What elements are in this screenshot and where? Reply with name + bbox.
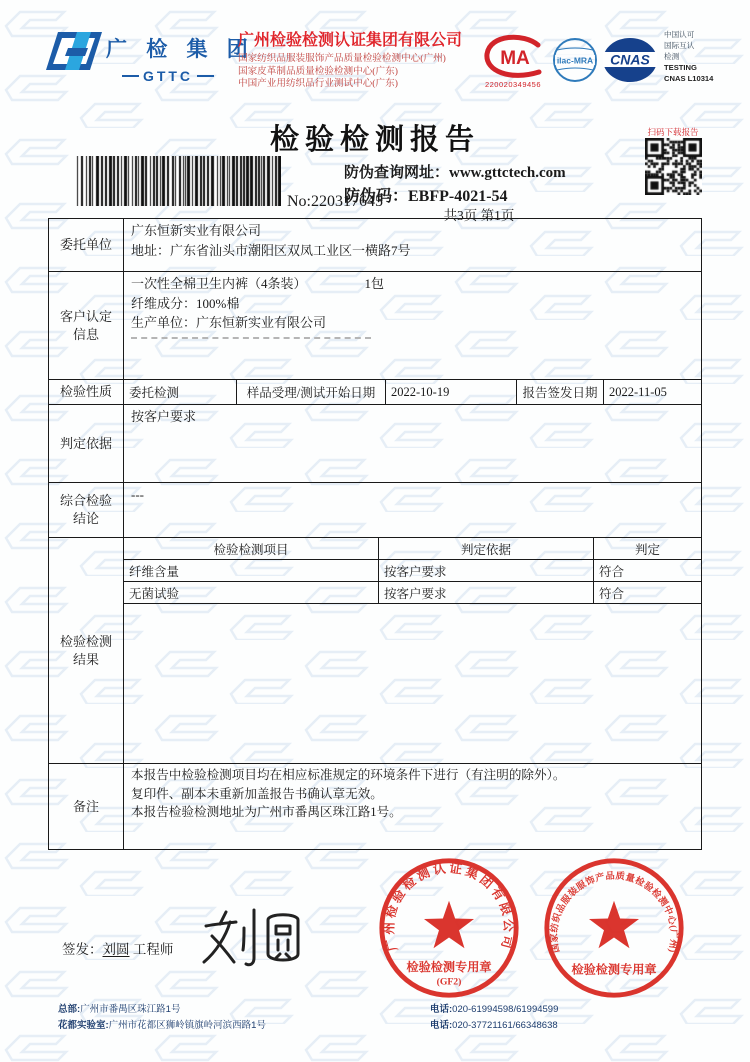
accreditation-line: CNAS L10314 [664, 74, 714, 83]
results-header-row [124, 538, 701, 560]
results-row [49, 537, 701, 763]
accreditation-text [664, 29, 713, 84]
company-subline: 国家纺织品服装服饰产品质量检验检测中心(广州) [238, 53, 446, 64]
basis-label: 判定依据 [49, 405, 124, 482]
logo-dash-left [122, 75, 139, 77]
sample-row [49, 271, 701, 379]
conclusion-row [49, 482, 701, 537]
logo-dash-right [197, 75, 214, 77]
results-subtable [124, 538, 701, 763]
remarks-line: 本报告中检验检测项目均在相应标准规定的环境条件下进行（有注明的除外）。 [131, 768, 566, 782]
sample-divider-line [131, 337, 371, 339]
nature-value: 委托检测 [124, 380, 237, 404]
footer [58, 1002, 702, 1033]
svg-text:MA: MA [500, 48, 530, 69]
qr-code [645, 138, 702, 195]
signature-label: 签发： [62, 942, 103, 957]
cma-mark-icon [482, 33, 544, 79]
signature-line [62, 938, 173, 958]
seal-ring-text: 国家纺织品服装服饰产品质量检验检测中心(广州) [548, 870, 680, 955]
results-empty-area [124, 604, 701, 763]
seal-bottom-text: 检验检测专用章 [571, 962, 657, 977]
accreditation-line: TESTING [664, 63, 697, 72]
footer-line-hq [58, 1002, 702, 1018]
logo-cn-text: 广 检 集 团 [106, 37, 255, 61]
nature-cells [124, 380, 701, 404]
seal-ring-text: 广州检验检测认证集团有限公司 [382, 861, 516, 953]
client-name: 广东恒新实业有限公司 [131, 223, 262, 238]
client-content [124, 219, 701, 271]
qr-caption: 扫码下载报告 [647, 127, 699, 137]
remarks-line: 本报告检验检测地址为广州市番禺区珠江路1号。 [131, 805, 402, 820]
result-item: 纤维含量 [124, 560, 379, 581]
basis-value: 按客户要求 [131, 409, 197, 424]
remarks-row [49, 763, 701, 849]
accreditation-line: 检测 [664, 52, 680, 61]
signer-name: 刘圆 [102, 942, 130, 957]
company-name: 广州检验检测认证集团有限公司 [238, 32, 463, 49]
sample-content [124, 272, 701, 379]
result-verdict: 符合 [599, 564, 625, 579]
svg-text:CNAS: CNAS [610, 51, 650, 68]
results-data-row [124, 560, 701, 582]
lab-label: 花都实验室: [58, 1019, 109, 1031]
hq-phone: 电话:020-61994598/61994599 [430, 1004, 559, 1015]
logo-text-block [106, 33, 255, 84]
lab-address: 广州市花都区狮岭镇旗岭河滨西路1号 [108, 1019, 266, 1031]
sample-label: 客户认定信息 [49, 272, 124, 379]
results-label: 检验检测结果 [49, 538, 124, 763]
company-block [238, 27, 462, 91]
client-row [49, 219, 701, 271]
seal-bottom-text: 检验检测专用章 [406, 959, 492, 974]
lab-phone: 电话:020-37721161/66348638 [430, 1019, 558, 1031]
company-seal [376, 855, 522, 1001]
date1-label: 样品受理/测试开始日期 [237, 380, 386, 404]
result-verdict: 符合 [599, 586, 625, 601]
footer-line-lab [58, 1018, 702, 1034]
cnas-mark-icon [602, 36, 658, 84]
handwritten-signature [200, 905, 310, 977]
svg-text:ilac-MRA: ilac-MRA [556, 55, 594, 66]
antifake-url: 防伪查询网址：www.gttctech.com [344, 165, 566, 181]
logo-en-text: GTTC [142, 68, 194, 84]
results-header: 检验检测项目 [124, 538, 379, 559]
results-header: 判定 [634, 542, 660, 557]
remarks-line: 复印件、副本未重新加盖报告书确认章无效。 [131, 786, 383, 801]
hq-label: 总部: [58, 1004, 81, 1015]
sample-producer: 生产单位：广东恒新实业有限公司 [131, 315, 327, 330]
sample-product-line [131, 274, 694, 294]
antifake-code: 防伪码：EBFP-4021-54 [344, 188, 508, 205]
gttc-logo-icon [44, 28, 104, 74]
seal-sub-text: (GF2) [436, 976, 462, 988]
company-sublines [238, 53, 462, 91]
sample-product: 一次性全棉卫生内裤（4条装） [131, 276, 307, 291]
ilac-mra-mark-icon [552, 37, 598, 83]
barcode [76, 156, 281, 206]
company-subline: 中国产业用纺织品行业测试中心(广东) [238, 78, 398, 90]
result-basis: 按客户要求 [379, 582, 594, 603]
nature-row [49, 379, 701, 404]
nature-label: 检验性质 [49, 380, 124, 404]
date2-value: 2022-11-05 [609, 384, 667, 399]
page-info: 共3页 第1页 [443, 208, 515, 223]
signer-title: 工程师 [132, 942, 174, 957]
basis-row [49, 404, 701, 482]
remarks-content [124, 764, 701, 849]
accreditation-line: 中国认可 [664, 30, 695, 39]
results-header: 判定依据 [379, 538, 594, 559]
accreditation-line: 国际互认 [664, 41, 695, 50]
report-table [48, 218, 702, 850]
date1-value: 2022-10-19 [386, 380, 517, 404]
result-item: 无菌试验 [124, 582, 379, 603]
center-seal [541, 855, 687, 1001]
company-subline: 国家皮革制品质量检验检测中心(广东) [238, 65, 398, 77]
client-label: 委托单位 [49, 219, 124, 271]
report-number: No:220317645 [287, 193, 383, 210]
logo-en-row [106, 68, 230, 84]
results-data-row [124, 582, 701, 604]
conclusion-value: --- [131, 487, 144, 502]
document-title: 检验检测报告 [269, 124, 480, 156]
hq-address: 广州市番禺区珠江路1号 [80, 1004, 181, 1015]
conclusion-label: 综合检验结论 [49, 483, 124, 537]
remarks-label: 备注 [49, 764, 124, 849]
result-basis: 按客户要求 [379, 560, 594, 581]
sample-quantity: 1包 [364, 276, 385, 291]
sample-fiber: 纤维成分：100%棉 [131, 295, 240, 311]
client-address: 地址：广东省汕头市潮阳区双凤工业区一横路7号 [131, 242, 411, 258]
date2-label: 报告签发日期 [517, 380, 604, 404]
cma-number: 220020349456 [484, 80, 542, 89]
